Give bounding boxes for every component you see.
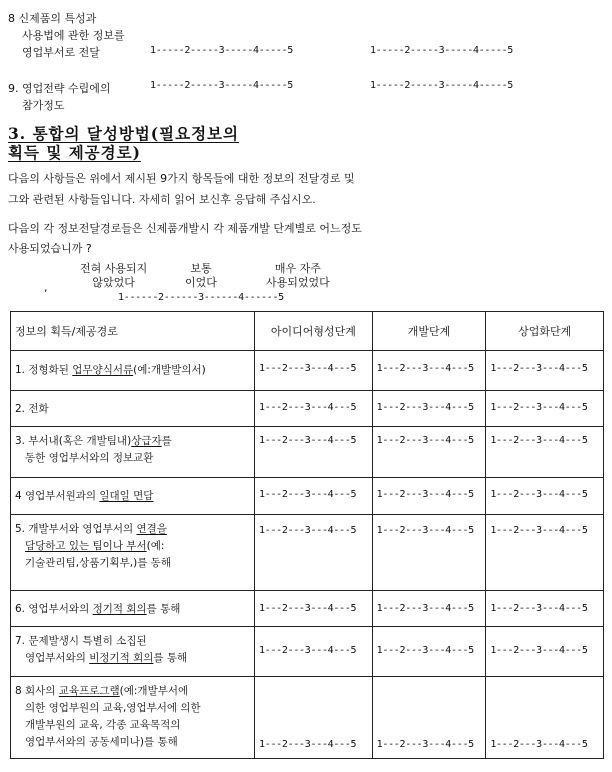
legend-often: 매우 자주 사용되었었다 <box>266 262 330 289</box>
table-row <box>11 391 604 427</box>
row-1-dev-scale[interactable]: 1---2---3---4---5 <box>372 351 486 391</box>
row-6-label: 6. 영업부서와의 정기적 회의를 통해 <box>11 591 255 627</box>
header-channel: 정보의 획득/제공경로 <box>11 312 255 351</box>
row-2-comm-scale[interactable]: 1---2---3---4---5 <box>486 391 604 427</box>
row-1-idea-scale[interactable]: 1---2---3---4---5 <box>255 351 373 391</box>
row-7-idea-scale[interactable]: 1---2---3---4---5 <box>255 627 373 677</box>
row-8-comm-scale[interactable]: 1---2---3---4---5 <box>486 677 604 759</box>
item-8-scale-2[interactable]: 1-----2-----3-----4-----5 <box>370 45 514 56</box>
row-2-idea-scale[interactable]: 1---2---3---4---5 <box>255 391 373 427</box>
table-row <box>11 515 604 591</box>
row-5-comm-scale[interactable]: 1---2---3---4---5 <box>486 515 604 591</box>
legend-scale: 1------2------3------4------5 <box>118 292 284 303</box>
row-5-label: 5. 개발부서와 영업부서의 연결을 담당하고 있는 팀이나 부서(예: 기술관리팀,상품기획부,)를 동해 <box>11 515 255 591</box>
row-7-label: 7. 문제발생시 특별히 소집된 영업부서와의 비정기적 회의를 통해 <box>11 627 255 677</box>
table-row <box>11 478 604 515</box>
item-8-scale-1[interactable]: 1-----2-----3-----4-----5 <box>150 45 294 56</box>
table-row <box>11 591 604 627</box>
header-commercialization-stage: 상업화단계 <box>486 312 604 351</box>
legend-normal: 보통 이었다 <box>185 262 217 289</box>
table-row <box>11 351 604 391</box>
row-8-idea-scale[interactable]: 1---2---3---4---5 <box>255 677 373 759</box>
item-9-scale-2[interactable]: 1-----2-----3-----4-----5 <box>370 80 514 91</box>
channel-matrix-table <box>10 311 604 759</box>
table-row <box>11 427 604 478</box>
row-8-label: 8 회사의 교육프로그램(예:개발부서에 의한 영업부원의 교육,영업부서에 의한 개발부원의 교육, 각종 교육목적의 영업부서와의 공동세미나)를 통해 <box>11 677 255 759</box>
item-8-label: 8 신제품의 특성과 사용법에 관한 정보를 영업부서로 전달 <box>8 12 125 59</box>
row-4-comm-scale[interactable]: 1---2---3---4---5 <box>486 478 604 515</box>
header-idea-stage: 아이디어형성단계 <box>255 312 373 351</box>
row-5-idea-scale[interactable]: 1---2---3---4---5 <box>255 515 373 591</box>
row-3-dev-scale[interactable]: 1---2---3---4---5 <box>372 427 486 478</box>
row-3-label: 3. 부서내(혹은 개발팀내)상급자를 동한 영업부서와의 정보교환 <box>11 427 255 478</box>
row-1-comm-scale[interactable]: 1---2---3---4---5 <box>486 351 604 391</box>
item-9-label: 9. 영업전략 수립에의 참가정도 <box>8 82 111 112</box>
table-row <box>11 677 604 759</box>
row-6-dev-scale[interactable]: 1---2---3---4---5 <box>372 591 486 627</box>
row-2-label: 2. 전화 <box>11 391 255 427</box>
legend-comma: , <box>44 281 48 294</box>
row-8-dev-scale[interactable]: 1---2---3---4---5 <box>372 677 486 759</box>
legend-never: 전혀 사용되지 않았었다 <box>80 262 148 289</box>
row-4-idea-scale[interactable]: 1---2---3---4---5 <box>255 478 373 515</box>
row-3-idea-scale[interactable]: 1---2---3---4---5 <box>255 427 373 478</box>
row-6-comm-scale[interactable]: 1---2---3---4---5 <box>486 591 604 627</box>
intro-paragraph: 다음의 사항들은 위에서 제시된 9가지 항목들에 대한 정보의 전달경로 및 그와 관련된 사항들입니다. 자세히 읽어 보신후 응답해 주십시오. <box>8 172 355 206</box>
table-header-row <box>11 312 604 351</box>
row-7-dev-scale[interactable]: 1---2---3---4---5 <box>372 627 486 677</box>
row-6-idea-scale[interactable]: 1---2---3---4---5 <box>255 591 373 627</box>
question-text: 다음의 각 정보전달경로들은 신제품개발시 각 제품개발 단계별로 어느정도 사용되었습니까 ? <box>8 222 362 255</box>
header-development-stage: 개발단계 <box>372 312 486 351</box>
row-1-label: 1. 정형화된 업무양식서류(예:개발발의서) <box>11 351 255 391</box>
item-9-scale-1[interactable]: 1-----2-----3-----4-----5 <box>150 80 294 91</box>
row-7-comm-scale[interactable]: 1---2---3---4---5 <box>486 627 604 677</box>
table-row <box>11 627 604 677</box>
row-3-comm-scale[interactable]: 1---2---3---4---5 <box>486 427 604 478</box>
row-4-dev-scale[interactable]: 1---2---3---4---5 <box>372 478 486 515</box>
row-5-dev-scale[interactable]: 1---2---3---4---5 <box>372 515 486 591</box>
row-4-label: 4 영업부서원과의 일대일 면담 <box>11 478 255 515</box>
row-2-dev-scale[interactable]: 1---2---3---4---5 <box>372 391 486 427</box>
section-heading: 3. 통합의 달성방법(필요정보의 획득 및 제공경로) <box>8 124 239 162</box>
